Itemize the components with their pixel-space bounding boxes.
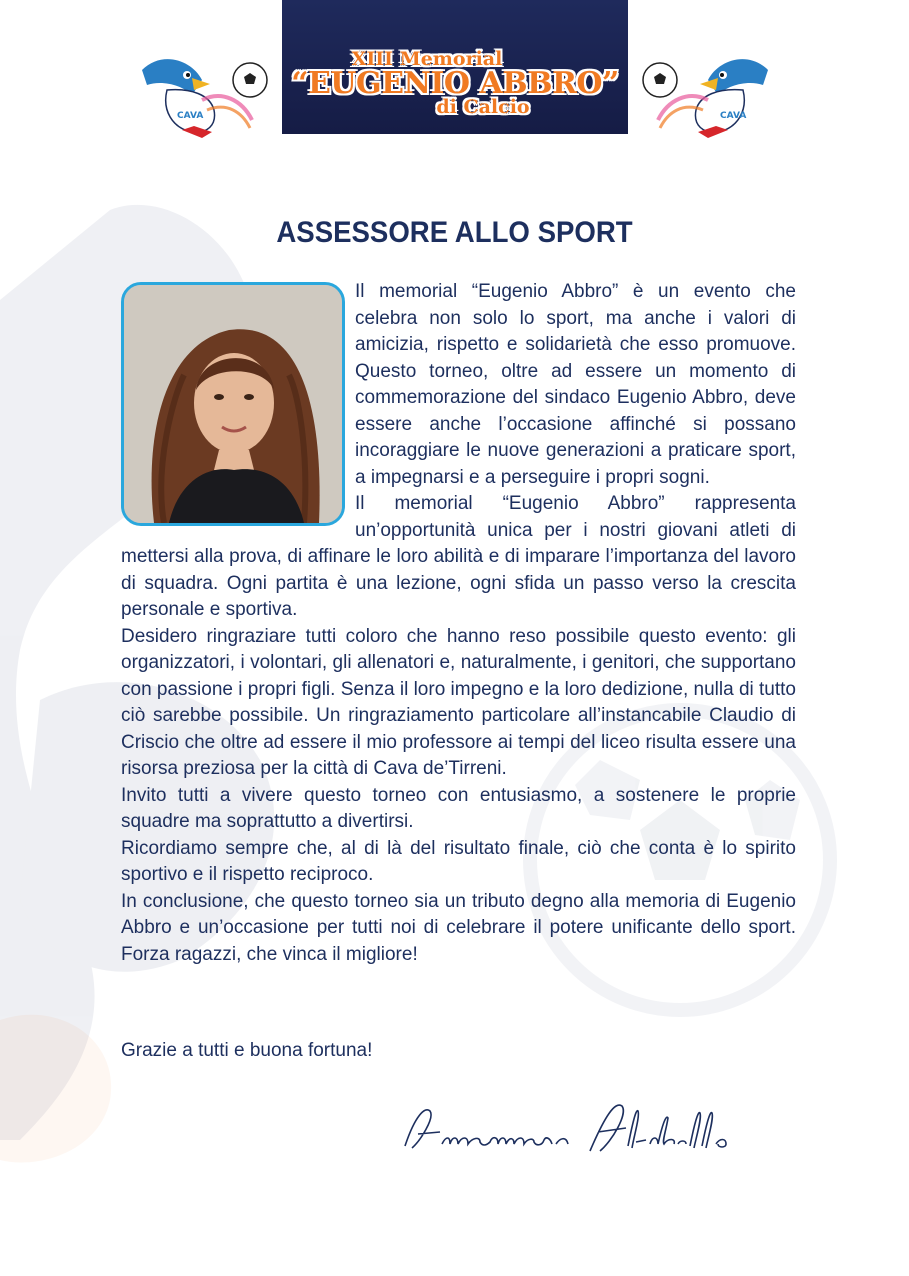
mascot-right-badge: CAVA [720, 111, 747, 121]
paragraph: Ricordiamo sempre che, al di là del risultato finale, ciò che conta è lo spirito sportivo e il rispetto reciproco. [121, 837, 796, 885]
paragraph: In conclusione, che questo torneo sia un tributo degno alla memoria di Eugenio Abbro e un’occasione per tutti noi di celebrare il potere unificante dello sport. Forza ragazzi, che vinca il migliore! [121, 890, 796, 965]
page-title: ASSESSORE ALLO SPORT [276, 216, 633, 249]
paragraph: Desidero ringraziare tutti coloro che hanno reso possibile questo evento: gli organizzatori, i volontari, gli allenatori e, naturalmente, i genitori, che supportano con passione i propri figli. Senza il loro impegno e la loro dedizione, nulla di tutto ciò sarebbe possibile. Un ringraziamento particolare all’instancabile Claudio di Criscio che oltre ad essere il mio professore ai tempi del liceo risulta essere una risorsa preziosa per la città di Cava de’Tirreni. [121, 625, 796, 779]
mascot-left-badge: CAVA [177, 111, 204, 121]
mascot-left-icon [132, 40, 272, 140]
signature-image [400, 1096, 740, 1166]
paragraph: Il memorial “Eugenio Abbro” rappresenta un’opportunità unica per i nostri giovani atleti di mettersi alla prova, di affinare le loro abilità e di imparare l’importanza del lavoro di squadra. Ogni partita è una lezione, ogni sfida un passo verso la crescita personale e sportiva. [121, 493, 796, 620]
paragraph: Il memorial “Eugenio Abbro” è un evento che celebra non solo lo sport, ma anche i valori di amicizia, rispetto e solidarietà che esso promuove. Questo torneo, oltre ad essere un momento di commemorazione del sindaco Eugenio Abbro, deve essere anche l’occasione affinché si possano incoraggiare le nuove generazioni a praticare sport, a impegnarsi e a perseguire i propri sogni. [355, 281, 796, 488]
closing-line: Grazie a tutti e buona fortuna! [121, 1040, 373, 1061]
banner-subtitle: di Calcio [436, 96, 530, 118]
paragraph: Invito tutti a vivere questo torneo con entusiasmo, a sostenere le proprie squadre ma soprattutto a divertirsi. [121, 784, 796, 832]
mascot-right-icon [638, 40, 778, 140]
header-banner [282, 0, 628, 134]
letter-body [121, 279, 796, 968]
banner-memorial-name: “EUGENIO ABBRO” [291, 66, 619, 101]
banner-edition: XIII Memorial [351, 48, 503, 70]
